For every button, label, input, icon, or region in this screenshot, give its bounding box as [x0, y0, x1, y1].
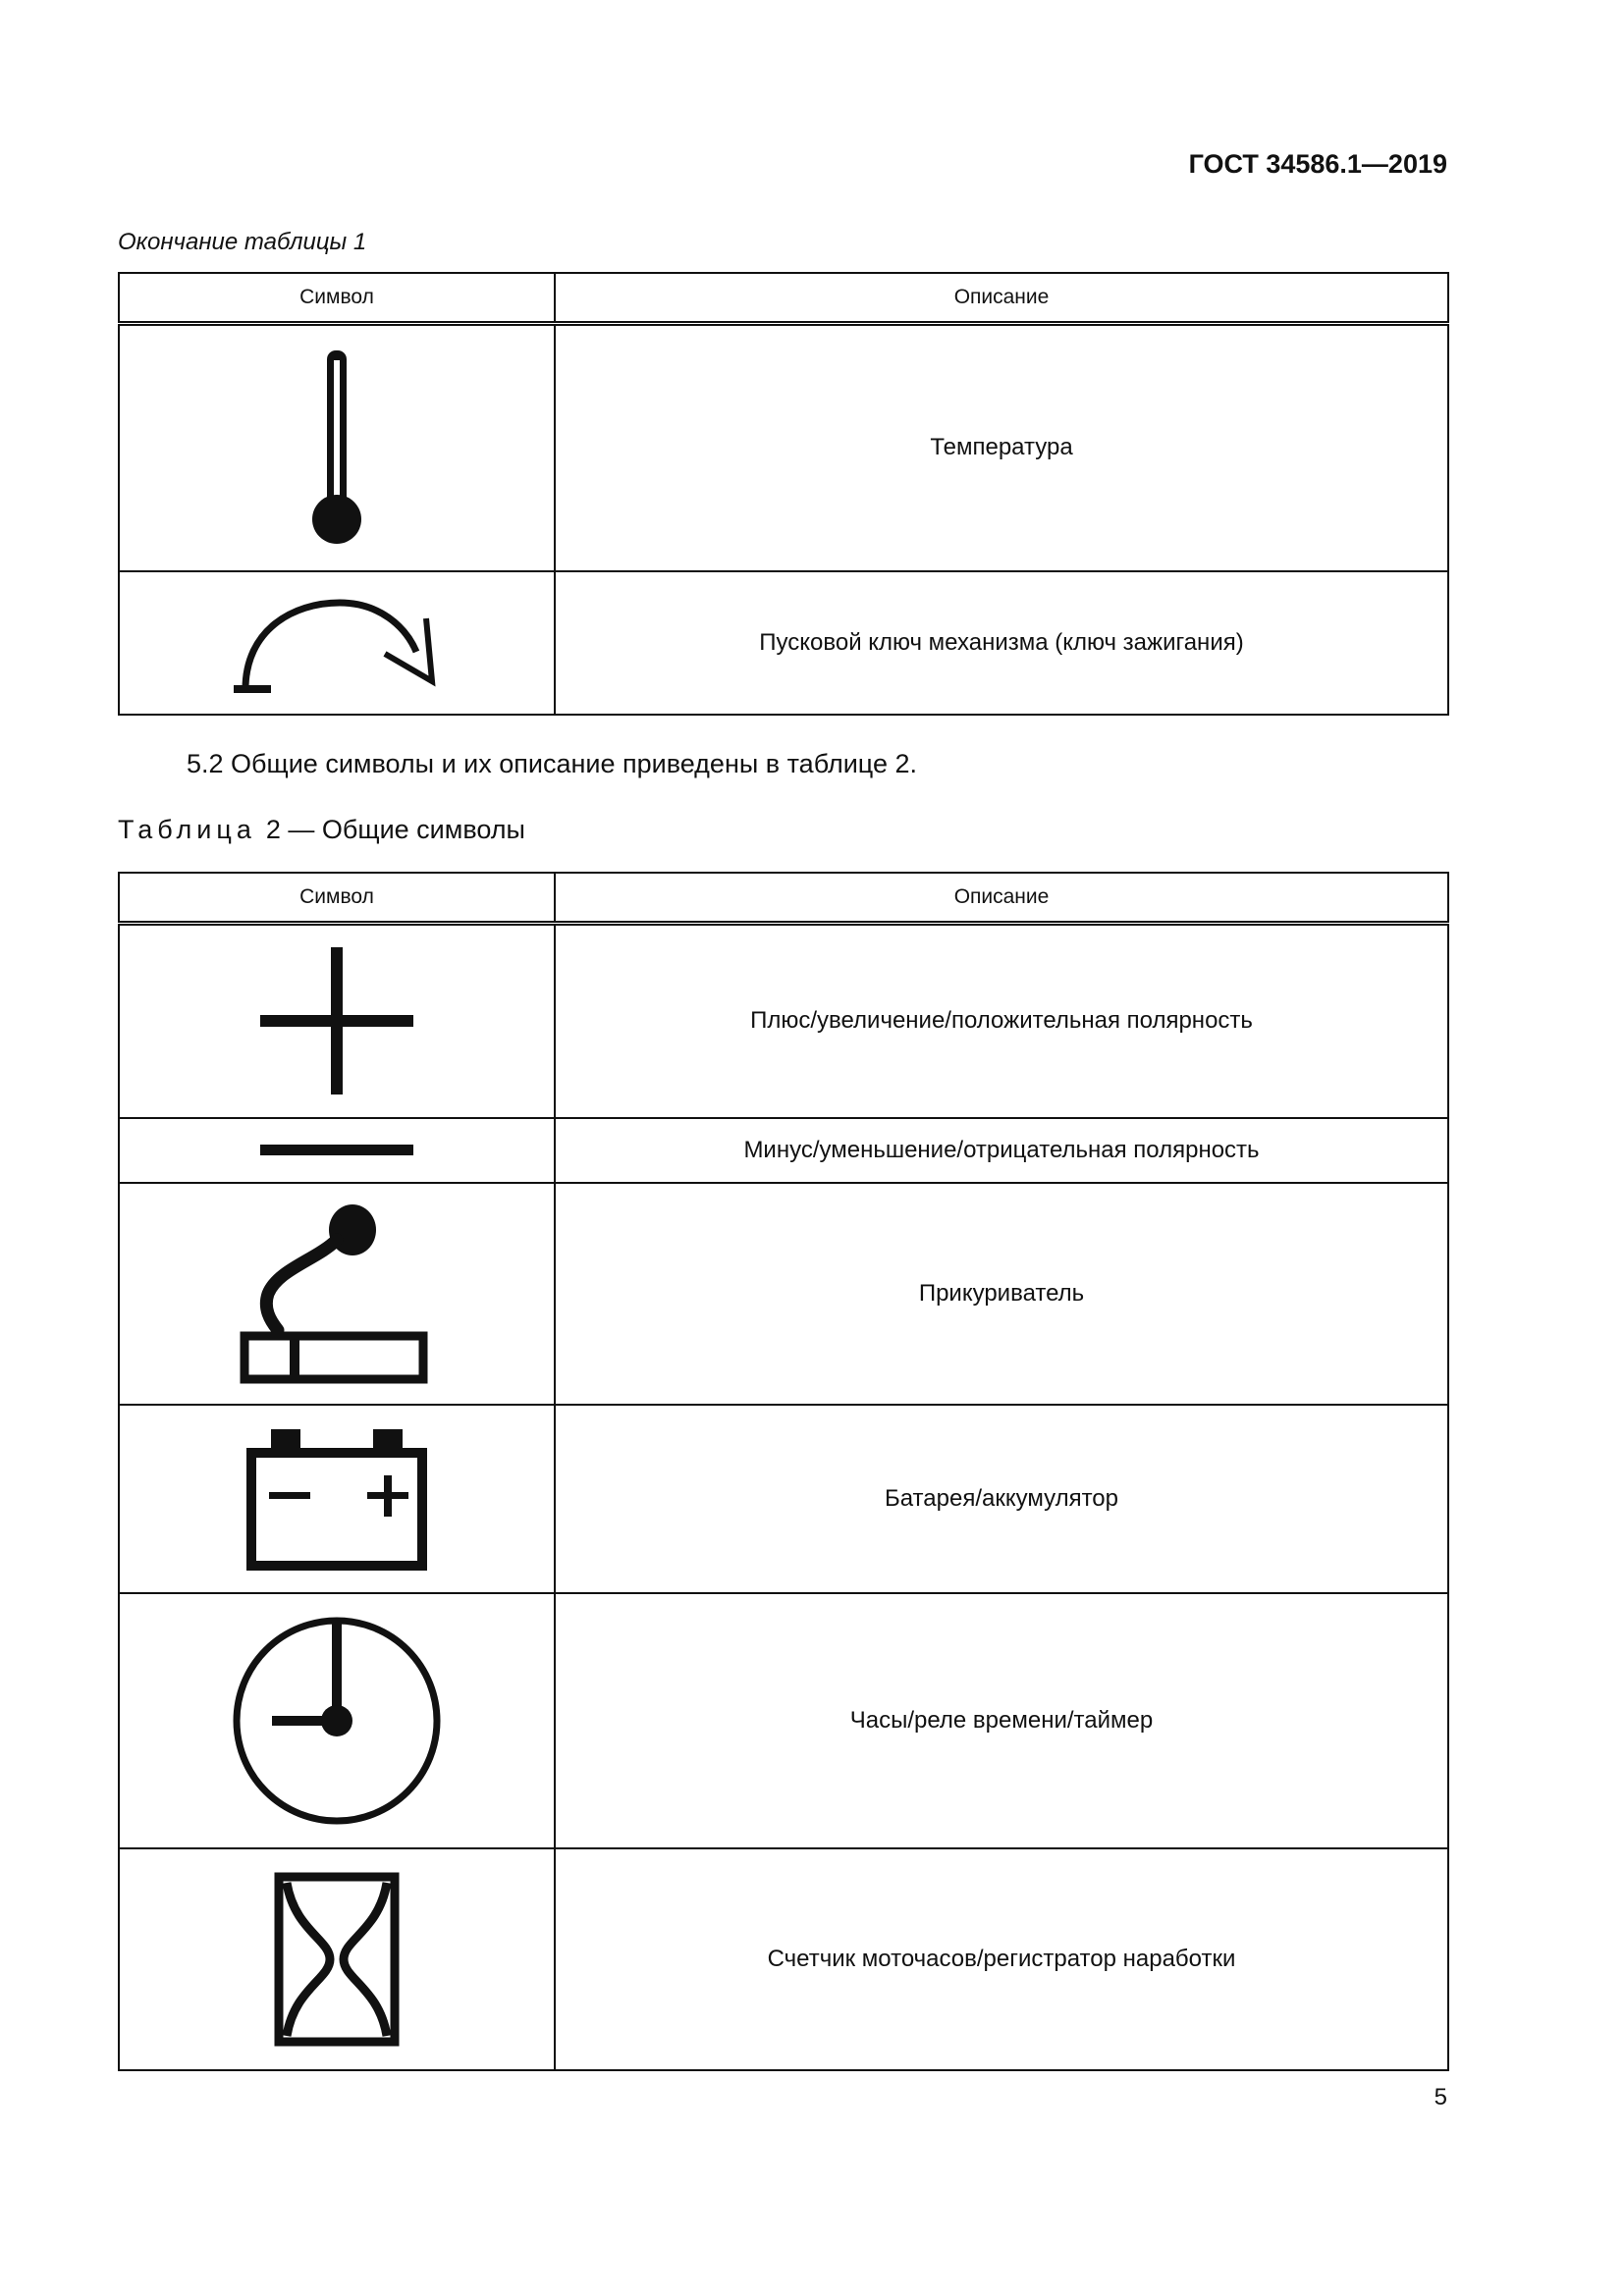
description-cell: Минус/уменьшение/отрицательная полярность — [555, 1118, 1448, 1183]
description-cell: Батарея/аккумулятор — [555, 1405, 1448, 1593]
table1-header-row — [119, 273, 1448, 324]
table-row — [119, 1118, 1448, 1183]
table-row — [119, 924, 1448, 1118]
symbol-cell — [119, 1593, 555, 1848]
description-cell: Пусковой ключ механизма (ключ зажигания) — [555, 571, 1448, 715]
table-row — [119, 1405, 1448, 1593]
table-row — [119, 1183, 1448, 1405]
symbol-cell — [119, 1848, 555, 2070]
standard-code: ГОСТ 34586.1—2019 — [1188, 149, 1447, 179]
symbol-cell — [119, 924, 555, 1118]
ignition-key-arrow-icon — [224, 589, 450, 697]
description-cell: Часы/реле времени/таймер — [555, 1593, 1448, 1848]
hourglass-icon — [273, 1871, 401, 2048]
thermometer-icon — [307, 345, 366, 551]
table2-caption — [118, 815, 525, 845]
description-cell: Прикуриватель — [555, 1183, 1448, 1405]
description-cell: Счетчик моточасов/регистратор наработки — [555, 1848, 1448, 2070]
plus-icon — [258, 942, 415, 1099]
table2-header-symbol: Символ — [119, 873, 555, 924]
symbol-cell — [119, 1183, 555, 1405]
cigarette-lighter-icon — [239, 1201, 435, 1387]
table-row — [119, 324, 1448, 571]
table2-header-description: Описание — [555, 873, 1448, 924]
table-row — [119, 1848, 1448, 2070]
table1-caption: Окончание таблицы 1 — [118, 229, 367, 255]
table2-header-row — [119, 873, 1448, 924]
symbol-cell — [119, 324, 555, 571]
paragraph-5-2: 5.2 Общие символы и их описание приведены в таблице 2. — [187, 749, 917, 778]
table1 — [118, 272, 1449, 716]
symbol-cell — [119, 1118, 555, 1183]
table-row — [119, 1593, 1448, 1848]
symbol-cell — [119, 571, 555, 715]
clock-icon — [229, 1613, 445, 1829]
symbol-cell — [119, 1405, 555, 1593]
page-number: 5 — [1434, 2084, 1447, 2110]
battery-icon — [244, 1425, 430, 1573]
description-cell: Температура — [555, 324, 1448, 571]
table-row — [119, 571, 1448, 715]
table2-caption-label: Таблица — [118, 815, 256, 844]
description-cell: Плюс/увеличение/положительная полярность — [555, 924, 1448, 1118]
table2 — [118, 872, 1449, 2071]
table1-header-description: Описание — [555, 273, 1448, 324]
table1-header-symbol: Символ — [119, 273, 555, 324]
table2-caption-title: 2 — Общие символы — [265, 815, 525, 844]
minus-icon — [258, 1144, 415, 1157]
